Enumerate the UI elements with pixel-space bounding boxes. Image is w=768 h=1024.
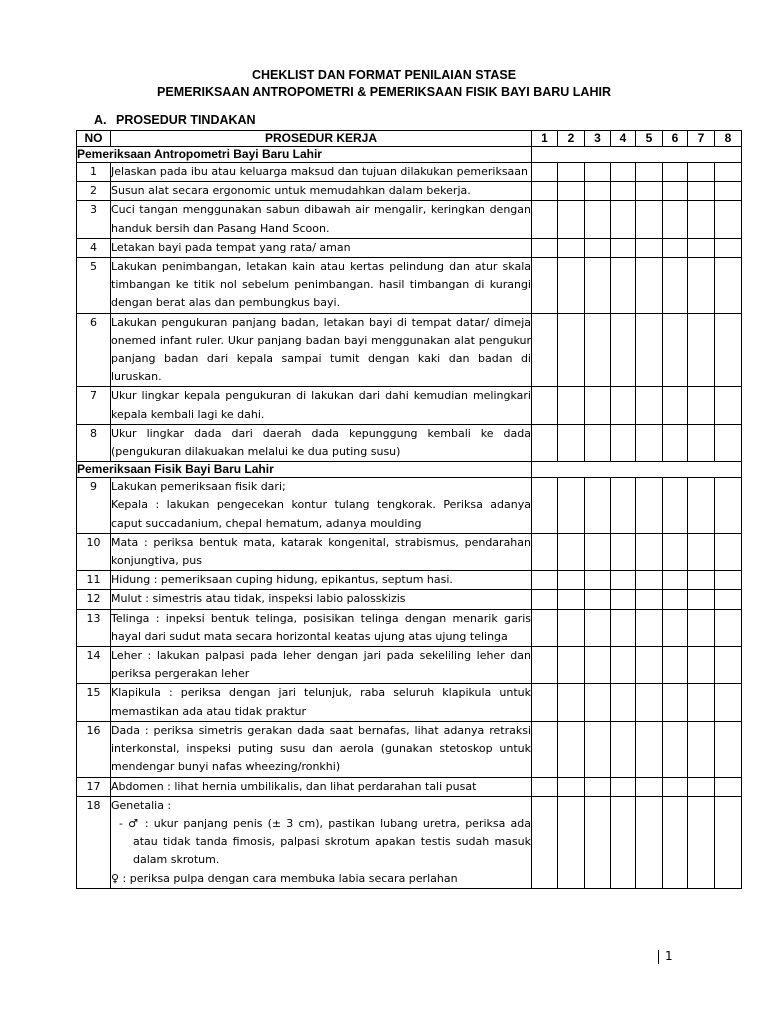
score-cell[interactable]	[636, 163, 663, 182]
score-cell[interactable]	[611, 387, 636, 424]
score-cell[interactable]	[611, 609, 636, 646]
score-cell[interactable]	[636, 684, 663, 721]
score-cell[interactable]	[585, 387, 611, 424]
score-cell[interactable]	[688, 478, 715, 534]
table-row	[77, 201, 742, 238]
row-procedure: Susun alat secara ergonomic untuk memudahkan dalam bekerja.	[111, 182, 532, 201]
score-cell[interactable]	[558, 478, 585, 534]
score-cell[interactable]	[611, 238, 636, 257]
score-cell[interactable]	[532, 590, 558, 609]
score-cell[interactable]	[532, 424, 558, 461]
row-procedure: Klapikula : periksa dengan jari telunjuk, raba seluruh klapikula untuk memastikan ada atau tidak praktur	[111, 684, 532, 721]
score-cell[interactable]	[558, 684, 585, 721]
row-number: 4	[77, 238, 111, 257]
score-cell[interactable]	[636, 424, 663, 461]
header-score-5: 5	[636, 131, 663, 147]
score-cell[interactable]	[715, 590, 742, 609]
row-procedure: Abdomen : lihat hernia umbilikalis, dan lihat perdarahan tali pusat	[111, 777, 532, 796]
score-cell[interactable]	[558, 796, 585, 888]
score-cell[interactable]	[532, 238, 558, 257]
score-cell[interactable]	[715, 163, 742, 182]
score-cell[interactable]	[663, 478, 688, 534]
score-cell[interactable]	[611, 163, 636, 182]
score-cell[interactable]	[585, 721, 611, 777]
score-cell[interactable]	[585, 777, 611, 796]
score-cell[interactable]	[715, 258, 742, 314]
score-cell[interactable]	[663, 571, 688, 590]
row-procedure: Cuci tangan menggunakan sabun dibawah air mengalir, keringkan dengan handuk bersih dan Pasang Hand Scoon.	[111, 201, 532, 238]
score-cell[interactable]	[663, 313, 688, 387]
header-score-7: 7	[688, 131, 715, 147]
score-cell[interactable]	[688, 777, 715, 796]
row-number: 14	[77, 647, 111, 684]
score-cell[interactable]	[715, 387, 742, 424]
score-cell[interactable]	[558, 313, 585, 387]
row-procedure: Ukur lingkar dada dari daerah dada kepunggung kembali ke dada (pengukuran dilakuakan melalui ke dua puting susu)	[111, 424, 532, 461]
score-cell[interactable]	[558, 609, 585, 646]
row-procedure: Hidung : pemeriksaan cuping hidung, epikantus, septum hasi.	[111, 571, 532, 590]
score-cell[interactable]	[585, 533, 611, 570]
score-cell[interactable]	[715, 238, 742, 257]
row-number: 8	[77, 424, 111, 461]
page-number	[658, 949, 673, 964]
score-cell[interactable]	[663, 796, 688, 888]
score-cell[interactable]	[611, 182, 636, 201]
section-heading	[94, 113, 256, 127]
row9-line2: Kepala : lakukan pengecekan kontur tulang tengkorak. Periksa adanya caput succadanium, chepal hematum, adanya moulding	[111, 498, 531, 530]
score-cell[interactable]	[558, 647, 585, 684]
score-cell[interactable]	[663, 238, 688, 257]
score-cell[interactable]	[715, 478, 742, 534]
score-cell[interactable]	[585, 571, 611, 590]
score-cell[interactable]	[585, 182, 611, 201]
row18-male: - ♂ : ukur panjang penis (± 3 cm), pastikan lubang uretra, periksa ada atau tidak tanda fimosis, palpasi skrotum apakan testis sudah masuk dalam skrotum.	[119, 816, 531, 867]
row-procedure: Lakukan pengukuran panjang badan, letakan bayi di tempat datar/ dimeja onemed infant ruler. Ukur panjang badan bayi menggunakan alat pengukur panjang badan dari kepala sampai tumit dengan kaki dan badan di luruskan.	[111, 313, 532, 387]
score-cell[interactable]	[663, 387, 688, 424]
score-cell[interactable]	[636, 571, 663, 590]
score-cell[interactable]	[558, 777, 585, 796]
score-cell[interactable]	[558, 201, 585, 238]
score-cell[interactable]	[636, 313, 663, 387]
score-cell[interactable]	[663, 533, 688, 570]
score-cell[interactable]	[688, 590, 715, 609]
score-cell[interactable]	[715, 424, 742, 461]
score-cell[interactable]	[532, 777, 558, 796]
score-cell[interactable]	[532, 721, 558, 777]
score-cell[interactable]	[663, 182, 688, 201]
score-cell[interactable]	[532, 533, 558, 570]
row-procedure: Mata : periksa bentuk mata, katarak kongenital, strabismus, pendarahan konjungtiva, pus	[111, 533, 532, 570]
score-cell[interactable]	[636, 796, 663, 888]
score-cell[interactable]	[636, 721, 663, 777]
score-cell[interactable]	[663, 684, 688, 721]
score-cell[interactable]	[532, 201, 558, 238]
score-cell[interactable]	[636, 387, 663, 424]
group-spacer	[532, 147, 742, 163]
row-number: 12	[77, 590, 111, 609]
score-cell[interactable]	[585, 796, 611, 888]
row-procedure	[111, 478, 532, 534]
score-cell[interactable]	[688, 647, 715, 684]
score-cell[interactable]	[688, 201, 715, 238]
header-score-4: 4	[611, 131, 636, 147]
score-cell[interactable]	[611, 571, 636, 590]
score-cell[interactable]	[663, 201, 688, 238]
score-cell[interactable]	[715, 684, 742, 721]
table-row	[77, 684, 742, 721]
section-label: PROSEDUR TINDAKAN	[116, 113, 256, 127]
score-cell[interactable]	[532, 571, 558, 590]
table-row	[77, 609, 742, 646]
page-number-divider	[658, 950, 659, 964]
score-cell[interactable]	[611, 590, 636, 609]
table-row	[77, 238, 742, 257]
header-score-2: 2	[558, 131, 585, 147]
score-cell[interactable]	[585, 201, 611, 238]
score-cell[interactable]	[558, 533, 585, 570]
score-cell[interactable]	[532, 387, 558, 424]
header-score-1: 1	[532, 131, 558, 147]
score-cell[interactable]	[532, 163, 558, 182]
score-cell[interactable]	[636, 478, 663, 534]
row-number: 9	[77, 478, 111, 534]
score-cell[interactable]	[611, 313, 636, 387]
score-cell[interactable]	[585, 684, 611, 721]
score-cell[interactable]	[636, 777, 663, 796]
score-cell[interactable]	[715, 721, 742, 777]
header-procedure: PROSEDUR KERJA	[111, 131, 532, 147]
table-row	[77, 313, 742, 387]
row-number: 7	[77, 387, 111, 424]
score-cell[interactable]	[611, 201, 636, 238]
row-number: 11	[77, 571, 111, 590]
row-number: 6	[77, 313, 111, 387]
score-cell[interactable]	[558, 590, 585, 609]
row-number: 1	[77, 163, 111, 182]
document-title-line1: CHEKLIST DAN FORMAT PENILAIAN STASE	[251, 68, 517, 82]
score-cell[interactable]	[688, 684, 715, 721]
score-cell[interactable]	[715, 533, 742, 570]
row-number: 17	[77, 777, 111, 796]
score-cell[interactable]	[715, 313, 742, 387]
score-cell[interactable]	[532, 258, 558, 314]
row-number: 13	[77, 609, 111, 646]
score-cell[interactable]	[611, 684, 636, 721]
score-cell[interactable]	[715, 609, 742, 646]
row-procedure: Leher : lakukan palpasi pada leher dengan jari pada sekeliling leher dan periksa pergerakan leher	[111, 647, 532, 684]
row-number: 3	[77, 201, 111, 238]
score-cell[interactable]	[558, 387, 585, 424]
table-row	[77, 387, 742, 424]
score-cell[interactable]	[532, 647, 558, 684]
score-cell[interactable]	[558, 258, 585, 314]
table-row	[77, 533, 742, 570]
score-cell[interactable]	[688, 424, 715, 461]
score-cell[interactable]	[636, 201, 663, 238]
score-cell[interactable]	[558, 424, 585, 461]
table-row	[77, 777, 742, 796]
table-row	[77, 182, 742, 201]
header-score-6: 6	[663, 131, 688, 147]
table-row	[77, 571, 742, 590]
score-cell[interactable]	[585, 590, 611, 609]
score-cell[interactable]	[558, 238, 585, 257]
score-cell[interactable]	[585, 313, 611, 387]
score-cell[interactable]	[532, 684, 558, 721]
table-row	[77, 796, 742, 888]
row-procedure: Letakan bayi pada tempat yang rata/ aman	[111, 238, 532, 257]
row-number: 18	[77, 796, 111, 888]
score-cell[interactable]	[611, 777, 636, 796]
score-cell[interactable]	[688, 163, 715, 182]
score-cell[interactable]	[585, 163, 611, 182]
score-cell[interactable]	[688, 721, 715, 777]
score-cell[interactable]	[636, 609, 663, 646]
group-label-fisik: Pemeriksaan Fisik Bayi Baru Lahir	[77, 462, 532, 478]
row18-line1: Genetalia :	[111, 798, 172, 812]
row-procedure: Lakukan penimbangan, letakan kain atau kertas pelindung dan atur skala timbangan ke titik nol sebelum penimbangan. hasil timbangan di kurangi dengan berat alas dan pembungkus bayi.	[111, 258, 532, 314]
score-cell[interactable]	[558, 721, 585, 777]
row-procedure: Jelaskan pada ibu atau keluarga maksud dan tujuan dilakukan pemeriksaan	[111, 163, 532, 182]
table-row	[77, 424, 742, 461]
score-cell[interactable]	[585, 647, 611, 684]
score-cell[interactable]	[688, 796, 715, 888]
score-cell[interactable]	[663, 647, 688, 684]
score-cell[interactable]	[688, 609, 715, 646]
row-number: 10	[77, 533, 111, 570]
score-cell[interactable]	[688, 182, 715, 201]
score-cell[interactable]	[663, 424, 688, 461]
score-cell[interactable]	[558, 571, 585, 590]
score-cell[interactable]	[636, 238, 663, 257]
score-cell[interactable]	[663, 777, 688, 796]
section-letter: A.	[94, 113, 107, 127]
row18-female: ♀ : periksa pulpa dengan cara membuka labia secara perlahan	[111, 871, 458, 885]
score-cell[interactable]	[611, 796, 636, 888]
group-row-fisik	[77, 462, 742, 478]
score-cell[interactable]	[663, 163, 688, 182]
row-procedure: Dada : periksa simetris gerakan dada saat bernafas, lihat adanya retraksi interkonstal, inspeksi puting susu dan aerola (gunakan stetoskop untuk mendengar bunyi nafas wheezing/ronkhi)	[111, 721, 532, 777]
table-header-row	[77, 131, 742, 147]
score-cell[interactable]	[715, 796, 742, 888]
table-row	[77, 163, 742, 182]
header-score-8: 8	[715, 131, 742, 147]
row-number: 2	[77, 182, 111, 201]
score-cell[interactable]	[585, 478, 611, 534]
score-cell[interactable]	[636, 533, 663, 570]
score-cell[interactable]	[611, 424, 636, 461]
score-cell[interactable]	[715, 647, 742, 684]
row9-line1: Lakukan pemeriksaan fisik dari;	[111, 480, 286, 494]
score-cell[interactable]	[688, 258, 715, 314]
header-no: NO	[77, 131, 111, 147]
group-spacer	[532, 462, 742, 478]
score-cell[interactable]	[611, 647, 636, 684]
score-cell[interactable]	[688, 571, 715, 590]
row-procedure	[111, 796, 532, 888]
score-cell[interactable]	[715, 201, 742, 238]
row-number: 5	[77, 258, 111, 314]
score-cell[interactable]	[585, 609, 611, 646]
score-cell[interactable]	[611, 721, 636, 777]
score-cell[interactable]	[688, 533, 715, 570]
score-cell[interactable]	[585, 238, 611, 257]
group-row-antropometri	[77, 147, 742, 163]
score-cell[interactable]	[636, 182, 663, 201]
score-cell[interactable]	[663, 609, 688, 646]
score-cell[interactable]	[663, 258, 688, 314]
header-score-3: 3	[585, 131, 611, 147]
page-number-text: 1	[665, 949, 673, 963]
score-cell[interactable]	[611, 478, 636, 534]
score-cell[interactable]	[715, 182, 742, 201]
row-procedure: Telinga : inpeksi bentuk telinga, posisikan telinga dengan menarik garis hayal dari sudut mata secara horizontal keatas ujung atas ujung telinga	[111, 609, 532, 646]
score-cell[interactable]	[715, 777, 742, 796]
score-cell[interactable]	[636, 647, 663, 684]
row-procedure: Ukur lingkar kepala pengukuran di lakukan dari dahi kemudian melingkari kepala kembali lagi ke dahi.	[111, 387, 532, 424]
score-cell[interactable]	[688, 238, 715, 257]
table-row	[77, 721, 742, 777]
row-number: 15	[77, 684, 111, 721]
score-cell[interactable]	[532, 609, 558, 646]
score-cell[interactable]	[611, 258, 636, 314]
checklist-table	[76, 130, 742, 889]
row-procedure: Mulut : simestris atau tidak, inspeksi labio palosskizis	[111, 590, 532, 609]
score-cell[interactable]	[532, 182, 558, 201]
table-row	[77, 647, 742, 684]
score-cell[interactable]	[688, 313, 715, 387]
table-row	[77, 478, 742, 534]
score-cell[interactable]	[558, 182, 585, 201]
score-cell[interactable]	[688, 387, 715, 424]
score-cell[interactable]	[663, 590, 688, 609]
score-cell[interactable]	[558, 163, 585, 182]
row-number: 16	[77, 721, 111, 777]
document-title-line2: PEMERIKSAAN ANTROPOMETRI & PEMERIKSAAN FISIK BAYI BARU LAHIR	[157, 85, 611, 99]
score-cell[interactable]	[611, 533, 636, 570]
score-cell[interactable]	[636, 258, 663, 314]
score-cell[interactable]	[636, 590, 663, 609]
table-row	[77, 590, 742, 609]
score-cell[interactable]	[585, 258, 611, 314]
score-cell[interactable]	[663, 721, 688, 777]
score-cell[interactable]	[585, 424, 611, 461]
score-cell[interactable]	[715, 571, 742, 590]
table-row	[77, 258, 742, 314]
score-cell[interactable]	[532, 796, 558, 888]
score-cell[interactable]	[532, 478, 558, 534]
group-label-antropometri: Pemeriksaan Antropometri Bayi Baru Lahir	[77, 147, 532, 163]
score-cell[interactable]	[532, 313, 558, 387]
